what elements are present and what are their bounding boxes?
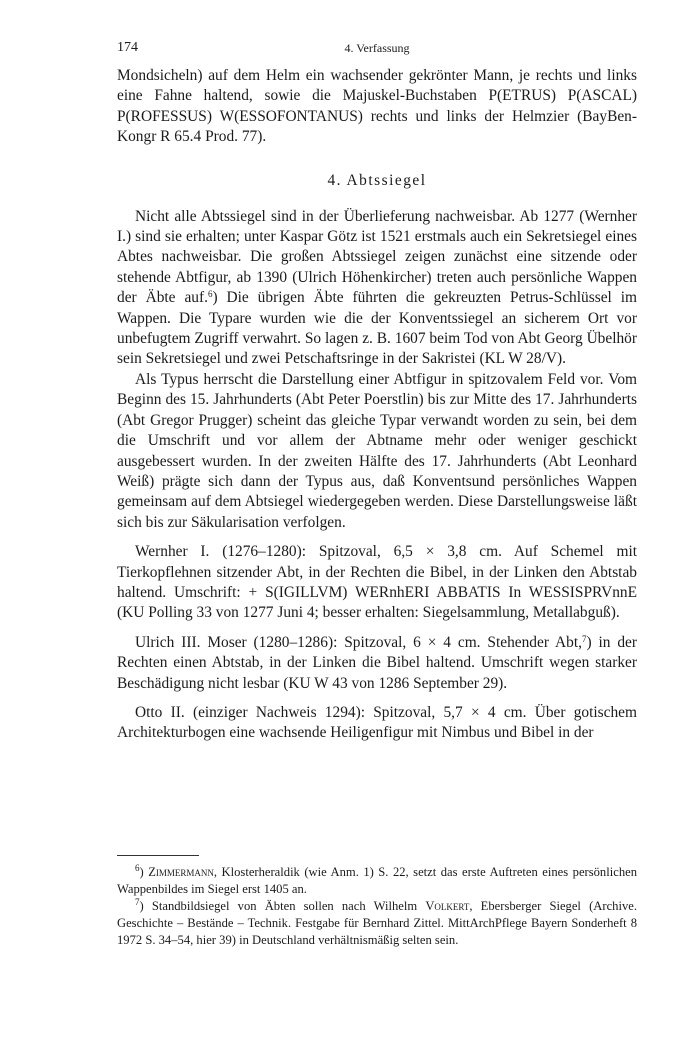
footnote-text: ) Standbildsiegel von Äbten sollen nach Wilhelm bbox=[139, 899, 426, 913]
footnote-text: , Ebersberger Siegel (Archive. Geschichte – Bestände – Technik. Festgabe für Bernhard Zittel. MittArchPflege Bayern Sonderheft 8 1972 S. 34–54, hier 39) in Deutschland verhältnismäßig selten sein. bbox=[117, 899, 637, 947]
footnote-marker: 6 bbox=[135, 863, 140, 873]
entry-text: Ulrich III. Moser (1280–1286): Spitzoval, 6 × 4 cm. Stehender Abt, bbox=[135, 633, 582, 651]
paragraph-text: Nicht alle Abtssiegel sind in der Überlieferung nachweisbar. Ab 1277 (Wernher I.) sind sie erhalten; unter Kaspar Götz ist 1521 erstmals auch ein Sekretsiegel eines Abtes nachweisbar. Die großen Abtssiegel zeigen zunächst eine sitzende oder stehende Abtfigur, ab 1390 (Ulrich Höhenkircher) treten auch persönliche Wappen der Äbte auf. bbox=[117, 207, 637, 307]
running-head bbox=[117, 40, 637, 62]
section-heading: 4. Abtssiegel bbox=[327, 171, 427, 189]
entry-otto: Otto II. (einziger Nachweis 1294): Spitzoval, 5,7 × 4 cm. Über gotischem Architekturbogen eine wachsende Heiligenfigur mit Nimbus und Bibel in der bbox=[117, 703, 637, 742]
footnote-author: Zimmermann bbox=[148, 865, 214, 879]
footnote-ref-7[interactable]: 7 bbox=[581, 633, 587, 644]
footnotes bbox=[117, 855, 637, 949]
entry-ulrich bbox=[117, 633, 637, 694]
footnote-ref-6[interactable]: 6 bbox=[207, 289, 213, 300]
page-body bbox=[117, 40, 637, 744]
running-title: 4. Verfassung bbox=[344, 41, 410, 55]
entry-text: ) in der Rechten einen Abtstab, in der Linken die Bibel haltend. Umschrift wegen starker Beschädigung nicht lesbar (KU W 43 von 1286 September 29). bbox=[117, 633, 637, 692]
footnote-marker: 7 bbox=[135, 897, 140, 907]
paragraph-abtssiegel-overview bbox=[117, 207, 637, 370]
footnote-7 bbox=[117, 898, 637, 949]
paragraph-typus: Als Typus herrscht die Darstellung einer Abtfigur in spitzovalem Feld vor. Vom Beginn des 15. Jahrhunderts (Abt Peter Poerstlin) bis zur Mitte des 17. Jahrhunderts (Abt Gregor Prugger) scheint das gleiche Typar verwandt worden zu sein, bei dem die Umschrift und vor allem der Abtname mehr oder weniger geschickt ausgebessert wurden. In der zweiten Hälfte des 17. Jahrhunderts (Abt Leonhard Weiß) prägte sich dann der Typus aus, daß Konventsund persönliches Wappen gemeinsam auf dem Abtsiegel wiedergegeben werden. Diese Darstellungsweise läßt sich bis zur Säkularisation verfolgen. bbox=[117, 370, 637, 531]
footnote-author: Volkert bbox=[425, 899, 470, 913]
intro-paragraph: Mondsicheln) auf dem Helm ein wachsender gekrönter Mann, je rechts und links eine Fahne haltend, sowie die Majuskel-Buchstaben P(ETRUS) P(ASCAL) P(ROFESSUS) W(ESSOFONTANUS) rechts und links der Helmzier (BayBen-Kongr R 65.4 Prod. 77). bbox=[117, 67, 637, 146]
footnote-6: $^6$) Zimmermann, Klosterheraldik (wie Anm. 1) S. 22, setzt das erste Auftreten eines persönlichen Wappenbildes im Siegel erst 1405 an. bbox=[117, 863, 638, 896]
footnote-text: , Klosterheraldik (wie Anm. 1) S. 22, setzt das erste Auftreten eines persönlichen Wappenbildes im Siegel erst 1405 an. bbox=[117, 865, 638, 896]
footnote-rule bbox=[117, 855, 199, 856]
entry-wernher: Wernher I. (1276–1280): Spitzoval, 6,5 × 3,8 cm. Auf Schemel mit Tierkopflehnen sitzender Abt, in der Rechten die Bibel, in der Linken den Abtstab haltend. Umschrift: + S(IGILLVM) WERnhERI ABBATIS In WESSISPRVnnE (KU Polling 33 von 1277 Juni 4; besser erhalten: Siegelsammlung, Metallabguß). bbox=[117, 543, 637, 622]
page-number: 174 bbox=[117, 40, 138, 55]
paragraph-text: ) Die übrigen Äbte führten die gekreuzten Petrus-Schlüssel im Wappen. Die Typare wurden wie die der Konventssiegel an sicherem Ort vor unbefugtem Zugriff verwahrt. So lagen z. B. 1607 beim Tod von Abt Georg Übelhör sein Sekretsiegel und zwei Petschaftsringe in der Sakristei (KL W 28/V). bbox=[117, 289, 637, 368]
